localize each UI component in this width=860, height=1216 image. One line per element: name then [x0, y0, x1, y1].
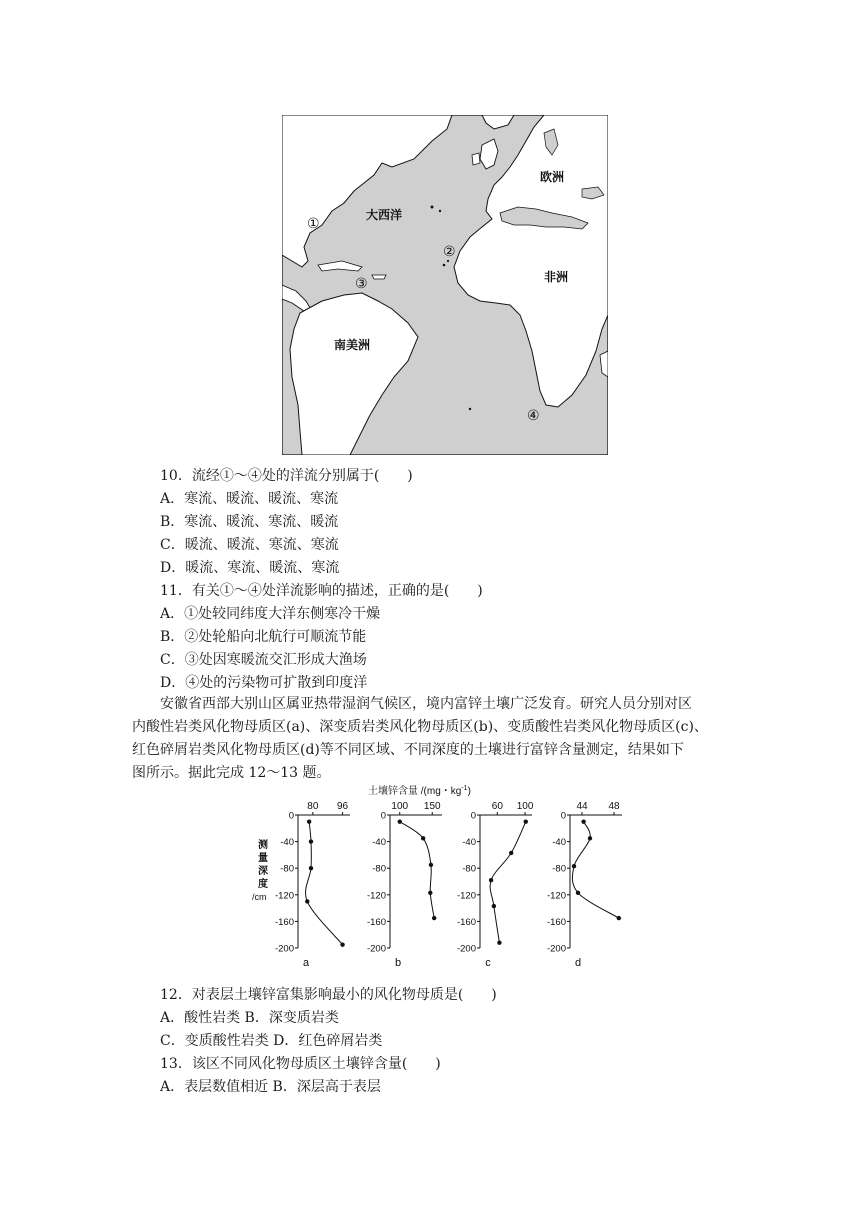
panel-b-data-point	[421, 836, 425, 840]
panel-c-ytick-label: -40	[462, 837, 476, 849]
panel-a-xtick-label: 96	[337, 801, 349, 812]
panel-b-ytick-label: -40	[372, 837, 386, 849]
panel-a-ytick-label: -40	[280, 837, 294, 849]
panel-c-data-point	[497, 940, 501, 944]
panel-c-data-point	[509, 851, 513, 855]
panel-a-ytick-label: -120	[274, 890, 294, 902]
panel-a-name: a	[302, 957, 310, 969]
panel-d-data-point	[581, 819, 585, 823]
panel-a-ytick-label: -200	[274, 943, 294, 955]
question-11-option-b[interactable]: B．②处轮船向北航行可顺流节能	[160, 629, 367, 645]
panel-d-ytick-label: -160	[546, 916, 566, 928]
passage-line-3: 红色碎屑岩类风化物母质区(d)等不同区域、不同深度的土壤进行富锌含量测定，结果如下	[132, 742, 684, 758]
question-10-option-b[interactable]: B．寒流、暖流、寒流、暖流	[160, 514, 339, 530]
panel-b-ytick-label: -80	[372, 863, 386, 875]
panel-d-data-point	[617, 916, 621, 920]
panel-c-name: c	[485, 957, 491, 969]
question-13-options-ab[interactable]: A．表层数值相近 B．深层高于表层	[160, 1079, 381, 1095]
panel-d-ytick-label: -80	[552, 863, 566, 875]
panel-d-data-point	[576, 891, 580, 895]
panel-c-data-point	[489, 878, 493, 882]
panel-d-xtick-label: 48	[608, 801, 620, 812]
panel-a-data-point	[340, 942, 344, 946]
panel-a-ytick-label: 0	[288, 810, 294, 822]
panel-c-ytick-label: 0	[470, 810, 476, 822]
marker-1: ①	[307, 215, 320, 231]
panel-d-data-point	[572, 864, 576, 868]
ylabel-char-1: 测	[258, 840, 268, 851]
question-12-options-ab[interactable]: A．酸性岩类 B．深变质岩类	[160, 1010, 339, 1026]
panel-c-xtick-label: 100	[516, 801, 534, 812]
panel-d-ytick-label: -120	[546, 890, 566, 902]
atlantic-label: 大西洋	[366, 208, 403, 222]
question-10-option-a[interactable]: A．寒流、暖流、暖流、寒流	[160, 491, 339, 507]
panel-c-data-point	[524, 819, 528, 823]
panel-b-ytick-label: -200	[366, 943, 386, 955]
question-12-options-cd[interactable]: C．变质酸性岩类 D．红色碎屑岩类	[160, 1033, 383, 1049]
passage-line-1: 安徽省西部大别山区属亚热带湿润气候区，境内富锌土壤广泛发育。研究人员分别对区	[160, 696, 692, 712]
panel-c-xtick-label: 60	[491, 801, 503, 812]
panel-b-ytick-label: 0	[380, 810, 386, 822]
soil-zinc-charts	[250, 782, 650, 972]
passage-line-4: 图所示。据此完成 12～13 题。	[132, 765, 331, 781]
panel-c-data-point	[492, 904, 496, 908]
ylabel-char-2: 量	[258, 853, 268, 864]
south-america-label: 南美洲	[334, 338, 371, 352]
panel-c-ytick-label: -80	[462, 863, 476, 875]
question-11-option-d[interactable]: D．④处的污染物可扩散到印度洋	[160, 675, 368, 691]
panel-b-data-point	[398, 819, 402, 823]
panel-b-ytick-label: -160	[366, 916, 386, 928]
question-10-stem: 10．流经①～④处的洋流分别属于( )	[160, 468, 413, 484]
panel-b-data-point	[428, 891, 432, 895]
ylabel-unit: /cm	[252, 892, 267, 902]
europe-label: 欧洲	[540, 170, 565, 184]
panel-d-data-point	[588, 836, 592, 840]
panel-b-series-line	[400, 822, 434, 918]
question-12-stem: 12．对表层土壤锌富集影响最小的风化物母质是( )	[160, 987, 497, 1003]
panel-b-name: b	[394, 957, 402, 969]
panel-a-data-point	[309, 839, 313, 843]
panel-d-ytick-label: -40	[552, 837, 566, 849]
passage-line-2: 内酸性岩类风化物母质区(a)、深变质岩类风化物母质区(b)、变质酸性岩类风化物母质区(c)、	[132, 719, 708, 735]
panel-d-series-line	[572, 822, 618, 918]
passage	[132, 693, 708, 785]
marker-3: ③	[355, 275, 368, 291]
panel-a-data-point	[305, 899, 309, 903]
panel-b-ytick-label: -120	[366, 890, 386, 902]
ylabel-char-4: 度	[258, 879, 268, 890]
panel-a-xtick-label: 80	[307, 801, 319, 812]
panel-d-ytick-label: 0	[560, 810, 566, 822]
ylabel-char-3: 深	[258, 866, 268, 877]
panel-a-ytick-label: -160	[274, 916, 294, 928]
panel-b-xtick-label: 100	[391, 801, 409, 812]
question-11-stem: 11．有关①～④处洋流影响的描述，正确的是( )	[160, 583, 483, 599]
panel-a-data-point	[307, 819, 311, 823]
panel-c-ytick-label: -120	[456, 890, 476, 902]
question-10-option-c[interactable]: C．暖流、暖流、寒流、寒流	[160, 537, 339, 553]
panel-c-ytick-label: -200	[456, 943, 476, 955]
panel-b-xtick-label: 150	[423, 801, 441, 812]
panel-d-ytick-label: -200	[546, 943, 566, 955]
question-13-stem: 13．该区不同风化物母质区土壤锌含量( )	[160, 1056, 441, 1072]
atlantic-ocean-currents-map	[282, 115, 608, 455]
panel-d-xtick-label: 44	[576, 801, 588, 812]
marker-2: ②	[443, 243, 456, 259]
chart-title: 土壤锌含量 /(mg・$kg^{-1}$)	[368, 785, 471, 797]
question-10-option-d[interactable]: D．暖流、寒流、暖流、寒流	[160, 560, 340, 576]
panel-b-data-point	[429, 863, 433, 867]
panel-c-ytick-label: -160	[456, 916, 476, 928]
panel-a-data-point	[309, 866, 313, 870]
panel-a-ytick-label: -80	[280, 863, 294, 875]
question-11-option-c[interactable]: C．③处因寒暖流交汇形成大渔场	[160, 652, 367, 668]
panel-d-name: d	[574, 957, 582, 969]
panel-b-data-point	[432, 916, 436, 920]
marker-4: ④	[527, 407, 540, 423]
question-11-option-a[interactable]: A．①处较同纬度大洋东侧寒冷干燥	[160, 606, 381, 622]
panel-c-series-line	[490, 822, 526, 943]
africa-label: 非洲	[544, 270, 569, 284]
